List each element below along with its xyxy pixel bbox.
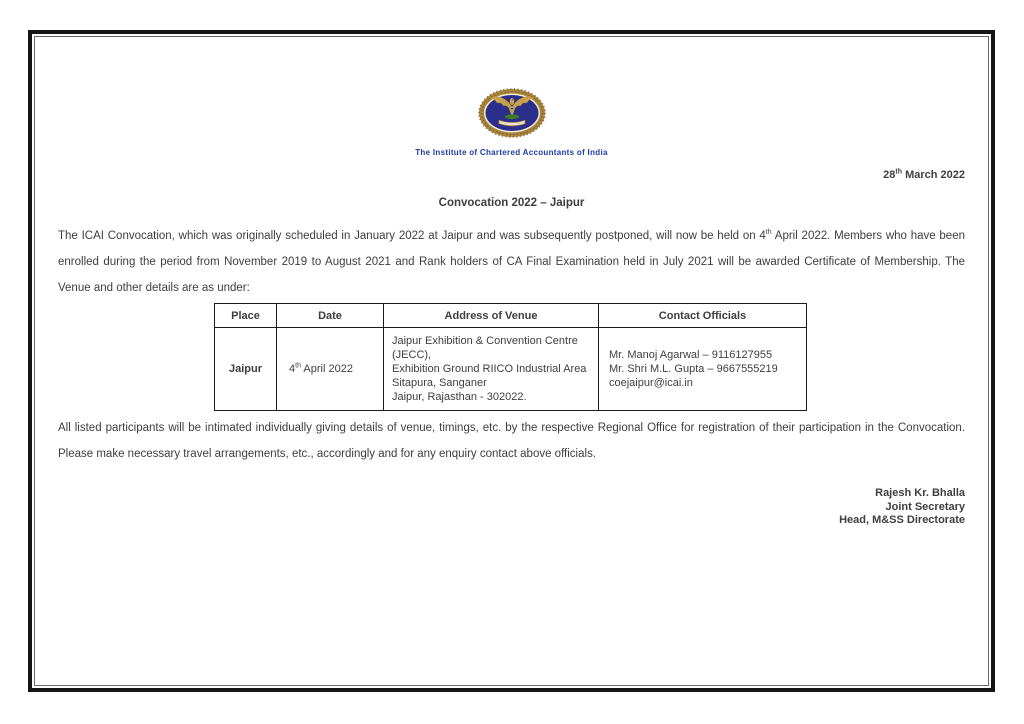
column-header-place: Place: [215, 304, 277, 328]
table-header-row: [215, 304, 807, 328]
cell-address: [384, 328, 599, 411]
column-header-date: Date: [277, 304, 384, 328]
signatory-designation: Joint Secretary: [885, 500, 965, 513]
letterhead: [58, 87, 965, 157]
signatory-name: Rajesh Kr. Bhalla: [875, 487, 965, 499]
letter-title: Convocation 2022 – Jaipur: [438, 197, 585, 209]
contact-official: Mr. Manoj Agarwal – 9116127955: [609, 349, 773, 361]
address-line: Exhibition Ground RIICO Industrial Area: [392, 363, 587, 375]
address-line: Sitapura, Sanganer: [392, 377, 487, 389]
address-line: Jaipur, Rajasthan - 302022.: [392, 391, 527, 403]
table-row: [215, 328, 807, 411]
document-frame: [28, 30, 995, 692]
intro-paragraph: The ICAI Convocation, which was originally scheduled in January 2022 at Jaipur and was subsequently postponed, will now be held on 4th April 2022. Members who have been enrolled during the period from November 2019 to August 2021 and Rank holders of CA Final Examination held in July 2021 will be awarded Certificate of Membership. The Venue and other details are as under:: [58, 229, 965, 294]
contact-official: Mr. Shri M.L. Gupta – 9667555219: [609, 363, 778, 375]
org-name: The Institute of Chartered Accountants of India: [415, 148, 608, 157]
venue-table: [214, 303, 807, 411]
signature-block: [58, 487, 965, 528]
date-ordinal-suffix: th: [295, 362, 301, 370]
document-frame-inner-border: [34, 36, 989, 686]
column-header-address: Address of Venue: [384, 304, 599, 328]
address-line: Jaipur Exhibition & Convention Centre: [392, 335, 578, 347]
icai-emblem-icon: [477, 134, 547, 146]
date-ordinal-suffix: th: [765, 229, 772, 237]
cell-place: Jaipur: [215, 328, 277, 411]
letter-date: 28th March 2022: [883, 168, 965, 181]
closing-paragraph: All listed participants will be intimated individually giving details of venue, timings, etc. by the respective Regional Office for registration of their participation in the Convocation. Please make necessary travel arrangements, etc., accordingly and for any enquiry contact above officials.: [58, 422, 965, 460]
column-header-contact: Contact Officials: [599, 304, 807, 328]
cell-date: 4th April 2022: [277, 328, 384, 411]
address-line: (JECC),: [392, 349, 432, 361]
date-ordinal-suffix: th: [895, 168, 903, 176]
contact-email: coejaipur@icai.in: [609, 377, 693, 389]
letter-content: [35, 37, 988, 685]
signatory-department: Head, M&SS Directorate: [839, 514, 965, 526]
cell-contact: [599, 328, 807, 411]
